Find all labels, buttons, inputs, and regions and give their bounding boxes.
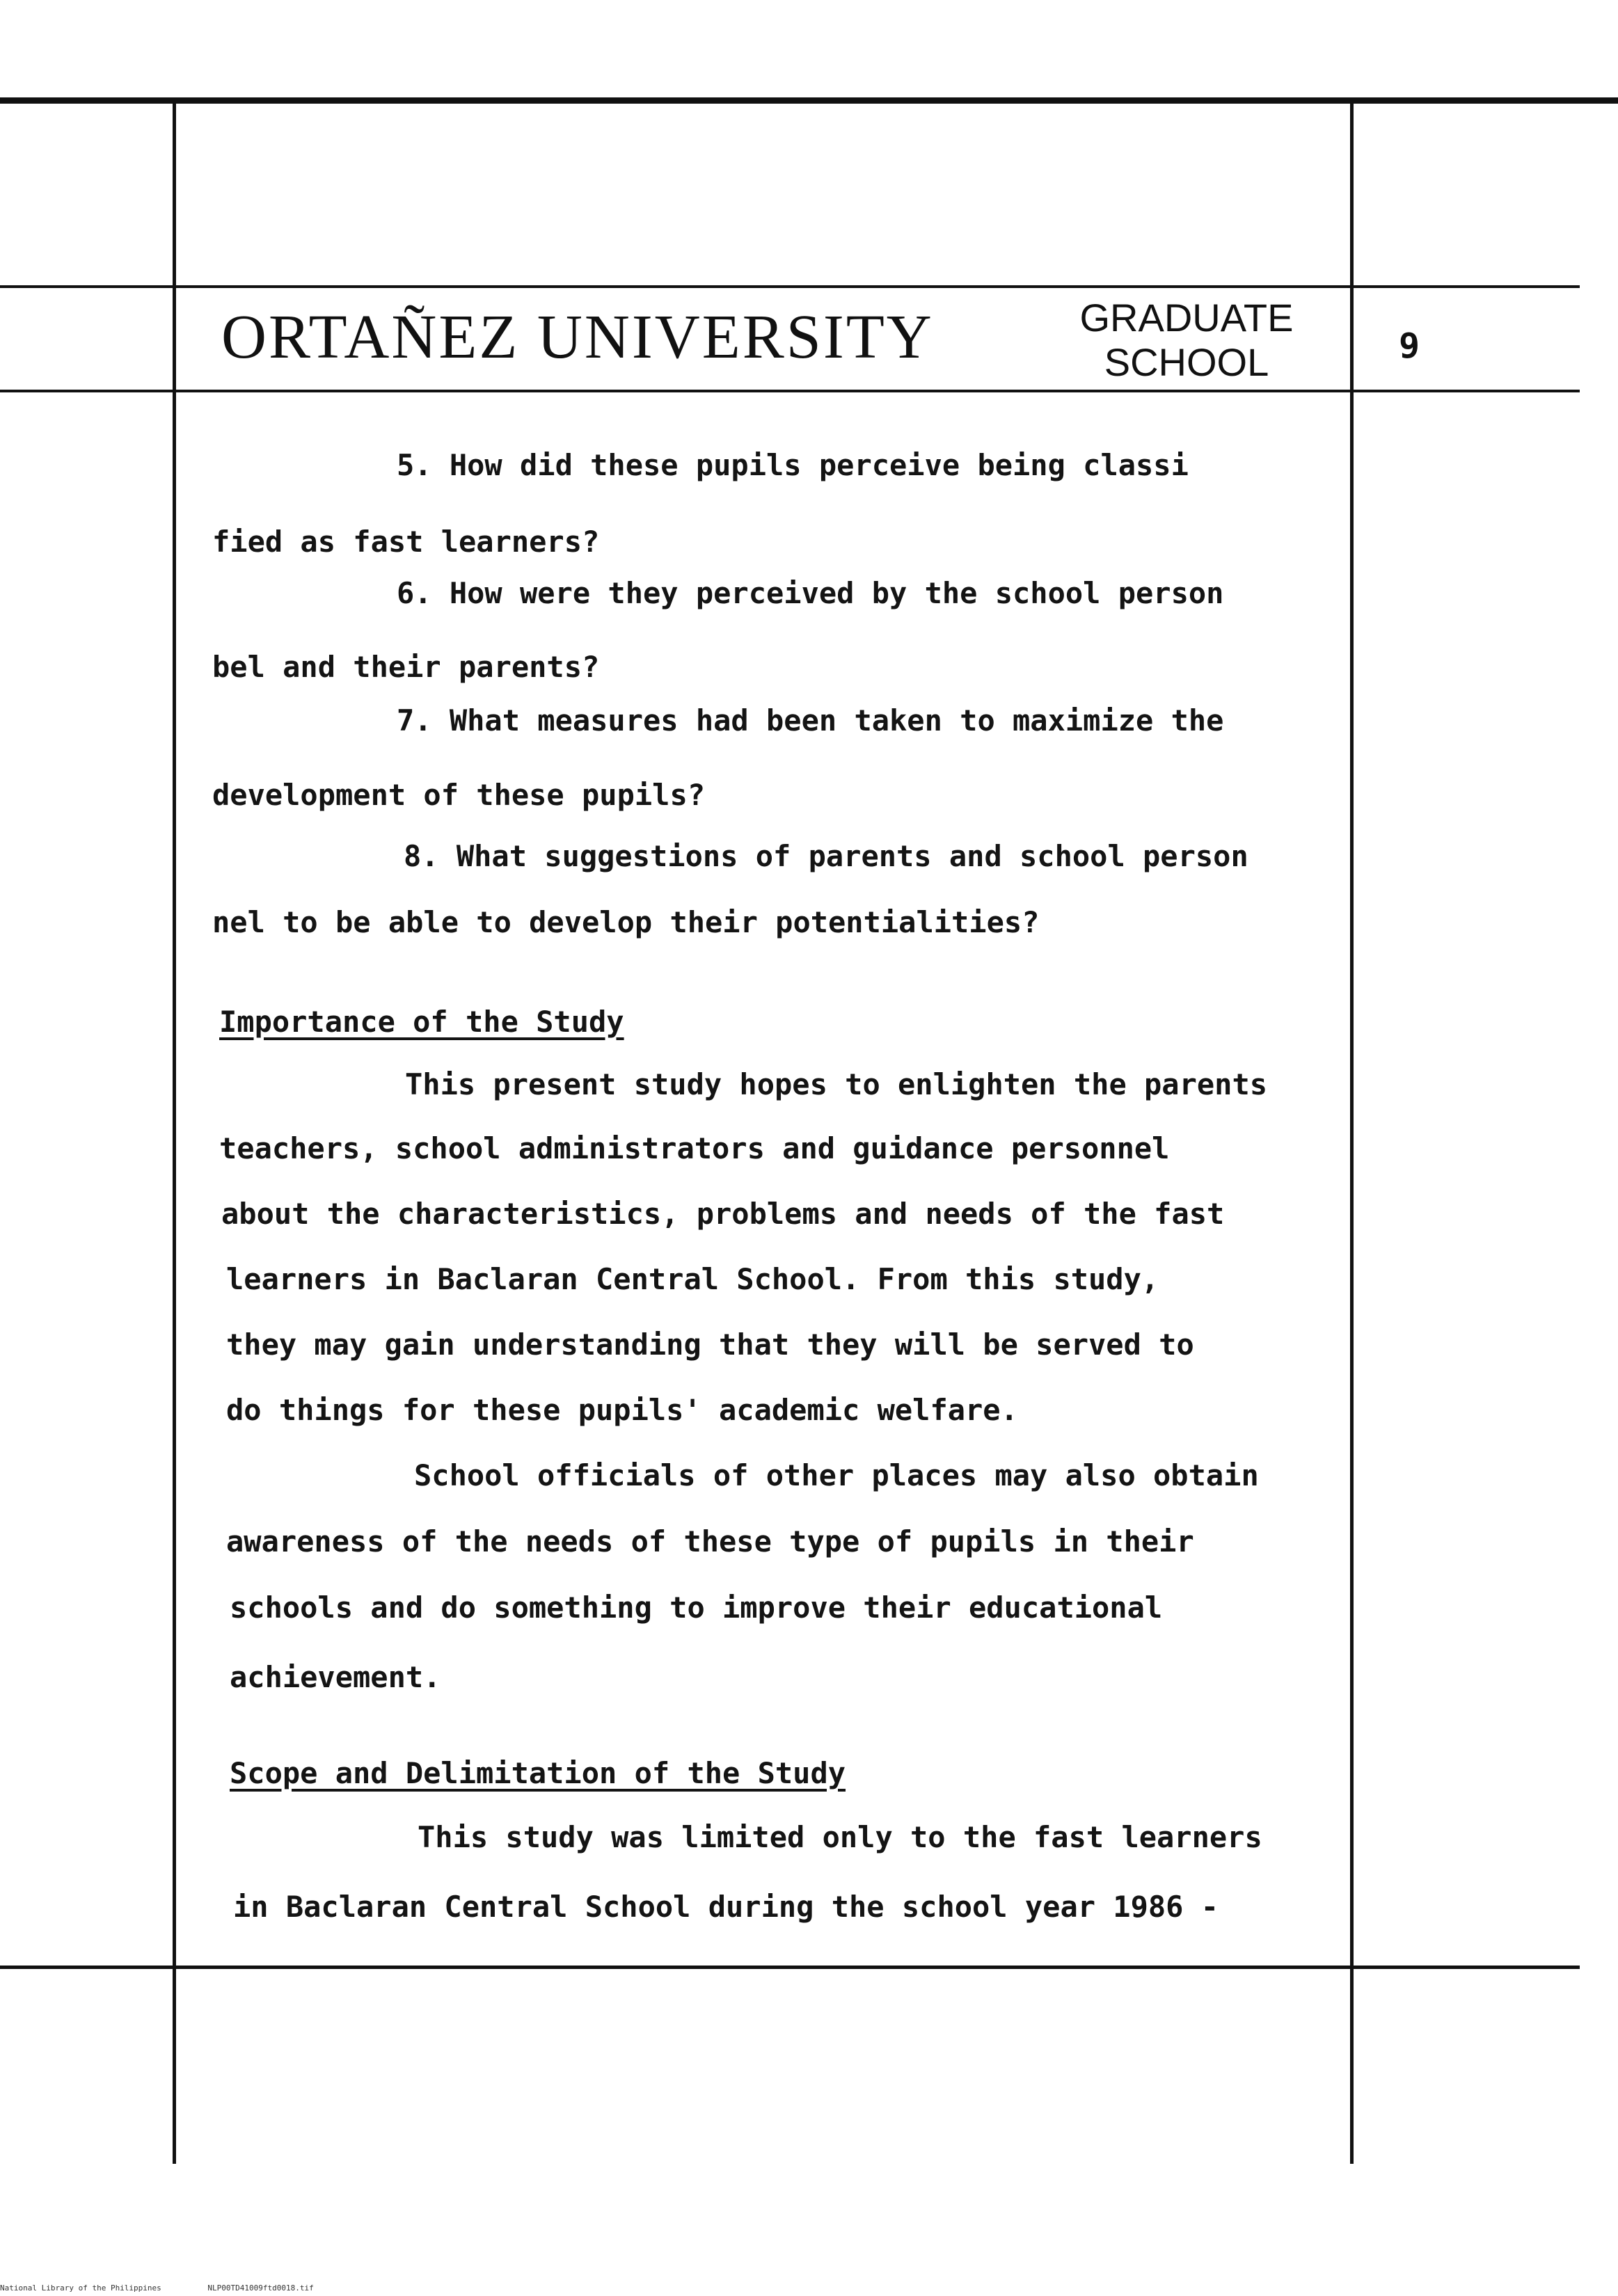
importance-line-10: achievement. [230,1660,441,1694]
graduate-school-label [1065,296,1308,385]
graduate-label: GRADUATE [1079,296,1294,340]
header-top-rule [0,285,1580,288]
right-margin-line [1350,101,1354,2164]
question-7-line-2: development of these pupils? [212,778,706,812]
question-5-line-1: 5. How did these pupils perceive being classi [397,448,1189,482]
question-6-line-1: 6. How were they perceived by the school person [397,576,1224,610]
importance-line-7: School officials of other places may also obtain [414,1458,1259,1492]
scope-line-2: in Baclaran Central School during the school year 1986 - [233,1890,1219,1924]
importance-heading: Importance of the Study [219,1005,624,1039]
page-number: 9 [1399,326,1420,366]
question-7-line-1: 7. What measures had been taken to maximize the [397,703,1224,738]
importance-line-5: they may gain understanding that they will be served to [226,1328,1194,1362]
question-6-line-2: bel and their parents? [212,650,600,684]
left-margin-line [173,101,176,2164]
university-name: ORTAÑEZ UNIVERSITY [221,303,934,372]
school-label: SCHOOL [1104,340,1269,384]
scan-footer [0,2283,356,2293]
importance-line-9: schools and do something to improve their educational [230,1591,1163,1625]
scope-line-1: This study was limited only to the fast learners [418,1820,1262,1854]
top-border-line [0,97,1618,104]
importance-line-3: about the characteristics, problems and needs of the fast [221,1197,1225,1231]
question-5-line-2: fied as fast learners? [212,525,600,559]
importance-line-1: This present study hopes to enlighten the parents [405,1067,1268,1101]
footer-rule [0,1966,1580,1969]
question-8-line-2: nel to be able to develop their potentialities? [212,905,1040,939]
importance-line-6: do things for these pupils' academic welfare. [226,1393,1018,1427]
library-credit: National Library of the Philippines [0,2283,161,2293]
scope-heading: Scope and Delimitation of the Study [230,1756,846,1790]
importance-line-2: teachers, school administrators and guidance personnel [219,1131,1170,1165]
header-bottom-rule [0,390,1580,392]
importance-line-4: learners in Baclaran Central School. From this study, [226,1262,1159,1296]
file-name: NLP00TD41009ftd0018.tif [207,2283,314,2293]
importance-line-8: awareness of the needs of these type of pupils in their [226,1524,1194,1558]
question-8-line-1: 8. What suggestions of parents and school person [404,839,1248,873]
